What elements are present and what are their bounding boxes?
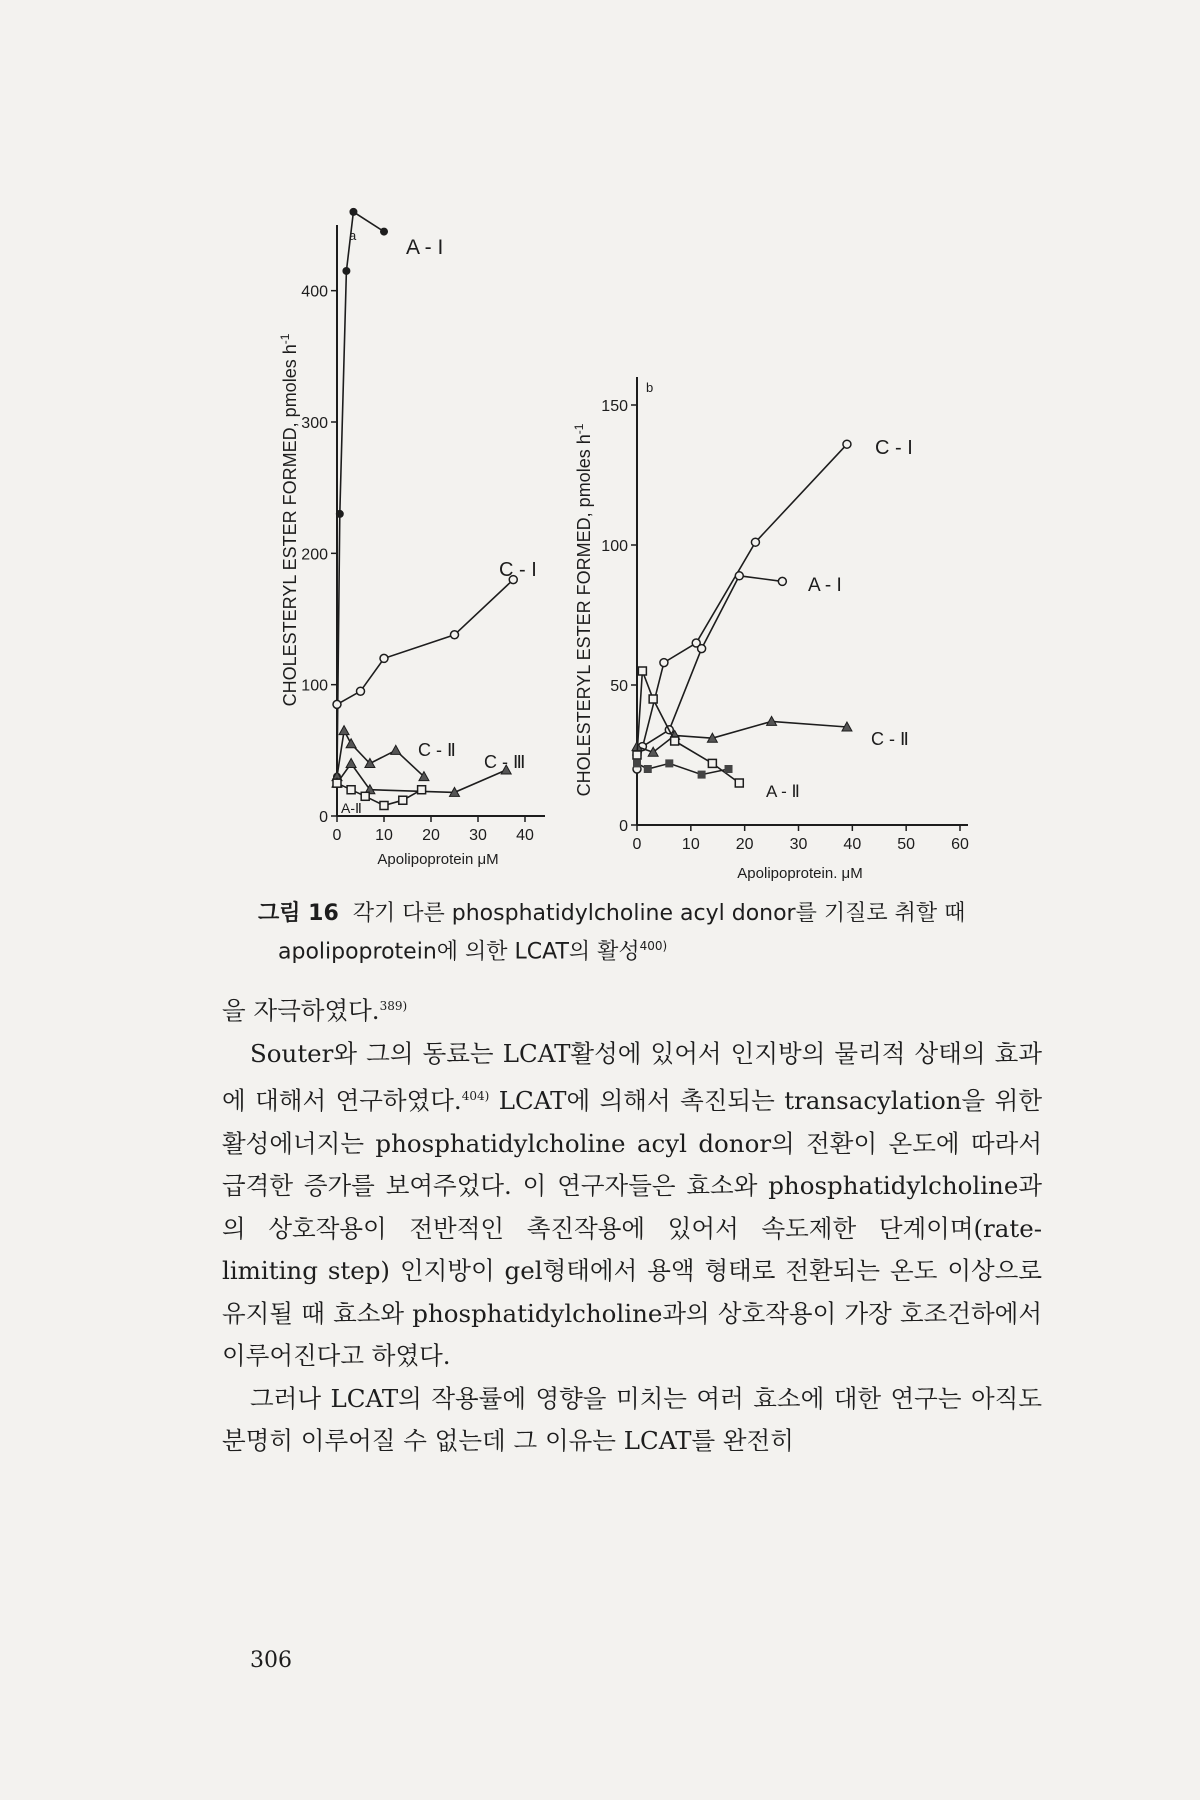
data-point xyxy=(660,659,668,667)
x-tick-label: 0 xyxy=(632,836,642,853)
chart-b-y-label: CHOLESTERYL ESTER FORMED, pmoles $h^{-1}$ xyxy=(572,423,594,797)
chart-b-label-a2: A - Ⅱ xyxy=(766,782,800,801)
ref-404: 404) xyxy=(461,1089,490,1104)
data-point xyxy=(671,737,679,745)
data-point xyxy=(633,759,641,767)
y-tick-label: 200 xyxy=(301,546,328,564)
data-point xyxy=(333,779,341,787)
data-point xyxy=(380,228,388,236)
caption-ref: 400) xyxy=(639,939,668,953)
y-tick-label: 300 xyxy=(301,415,328,432)
caption-line-2: apolipoprotein에 의한 LCAT의 활성 xyxy=(278,939,640,965)
data-point xyxy=(708,759,716,767)
data-point xyxy=(778,577,786,585)
y-tick-label: 0 xyxy=(319,809,328,826)
chart-b xyxy=(572,377,969,882)
paragraph-1: 을 자극하였다.$^{389)}$ xyxy=(222,996,408,1026)
data-point xyxy=(399,796,407,804)
data-point xyxy=(735,572,743,580)
x-tick-label: 20 xyxy=(422,827,440,844)
chart-a-label-c1: C - I xyxy=(499,559,537,581)
data-point xyxy=(638,667,646,675)
caption-line-1: 각기 다른 phosphatidylcholine acyl donor를 기질로 취할 때 xyxy=(352,901,966,926)
page-number: 306 xyxy=(250,1648,292,1673)
data-point xyxy=(644,765,652,773)
data-point xyxy=(380,801,388,809)
series-line-c-i xyxy=(337,580,513,705)
x-tick-label: 10 xyxy=(681,836,700,853)
data-point xyxy=(451,631,459,639)
chart-a-y-label: CHOLESTERYL ESTER FORMED, pmoles $h^{-1}$ xyxy=(278,333,300,707)
paragraph-3: 그러나 LCAT의 작용률에 영향을 미치는 여러 효소에 대한 연구는 아직도 분명히 이루어질 수 없는데 그 이유는 LCAT를 완전히 xyxy=(222,1383,1042,1456)
data-point xyxy=(347,786,355,794)
series-line-a-i xyxy=(637,576,782,755)
chart-b-label-a1: A - I xyxy=(808,575,842,596)
data-point xyxy=(665,759,673,767)
data-point xyxy=(649,695,657,703)
x-tick-label: 10 xyxy=(375,827,393,844)
data-point xyxy=(349,208,357,216)
data-point xyxy=(843,440,851,448)
data-point xyxy=(346,739,356,748)
chart-a-label-a1: A - I xyxy=(406,236,444,259)
figure-caption xyxy=(258,898,1058,968)
data-point xyxy=(346,758,356,767)
series-line-a-ii xyxy=(637,671,739,783)
x-tick-label: 20 xyxy=(735,836,754,853)
data-point xyxy=(735,779,743,787)
chart-a-label-c3: C - Ⅲ xyxy=(484,752,526,772)
data-point xyxy=(342,267,350,275)
y-tick-label: 50 xyxy=(610,678,628,695)
data-point xyxy=(418,786,426,794)
body-text xyxy=(222,985,1042,1463)
data-point xyxy=(380,654,388,662)
x-tick-label: 40 xyxy=(843,836,862,853)
y-tick-label: 0 xyxy=(619,818,628,835)
chart-a-label-a2: A-Ⅱ xyxy=(341,800,362,816)
data-point xyxy=(698,645,706,653)
paragraph-2: Souter와 그의 동료는 LCAT활성에 있어서 인지방의 물리적 상태의 효과에 대해서 연구하였다.$^{404)}$ LCAT에 의해서 촉진되는 transacylation을 위한 활성에너지는 phosphatidylcholine acyl donor의 전환이 온도에 따라서 급격한 증가를 보여주었다. 이 연구자들은 효소와 phosphatidylcholine과의 상호작용이 전반적인 촉진작용에 있어서 속도제한 단계이며(rate-limiting step) 인지방이 gel형태에서 용액 형태로 전환되는 온도 이상으로 유지될 때 효소와 phosphatidylcholine과의 상호작용이 가장 호조건하에서 이루어진다고 하였다. xyxy=(222,1038,1042,1371)
series-line-c-i xyxy=(637,444,847,769)
data-point xyxy=(751,538,759,546)
chart-a xyxy=(278,208,545,868)
data-point xyxy=(361,792,369,800)
chart-a-panel-label: a xyxy=(349,228,357,243)
y-tick-label: 400 xyxy=(301,283,328,301)
chart-b-label-c2: C - Ⅱ xyxy=(871,729,909,749)
data-point xyxy=(633,751,641,759)
chart-b-panel-label: b xyxy=(646,380,654,395)
x-tick-label: 50 xyxy=(897,836,916,853)
chart-b-x-label: Apolipoprotein. μM xyxy=(737,865,863,882)
figure-number: 그림 16 xyxy=(258,901,339,926)
data-point xyxy=(725,765,733,773)
y-tick-label: 100 xyxy=(601,538,628,555)
chart-b-label-c1: C - I xyxy=(875,437,913,459)
x-tick-label: 30 xyxy=(469,827,487,844)
data-point xyxy=(336,510,344,518)
x-tick-label: 40 xyxy=(516,827,534,844)
x-tick-label: 60 xyxy=(951,836,969,853)
data-point xyxy=(357,687,365,695)
x-tick-label: 0 xyxy=(332,827,342,844)
ref-389: 389) xyxy=(379,999,408,1013)
data-point xyxy=(339,726,349,735)
data-point xyxy=(391,745,401,754)
data-point xyxy=(333,700,341,708)
data-point xyxy=(698,771,706,779)
x-tick-label: 30 xyxy=(789,836,808,853)
y-tick-label: 100 xyxy=(301,677,328,695)
chart-a-label-c2: C - Ⅱ xyxy=(418,740,456,760)
chart-a-x-label: Apolipoprotein μM xyxy=(377,851,499,868)
y-tick-label: 150 xyxy=(601,398,628,415)
series-line-c-ii xyxy=(337,731,424,777)
